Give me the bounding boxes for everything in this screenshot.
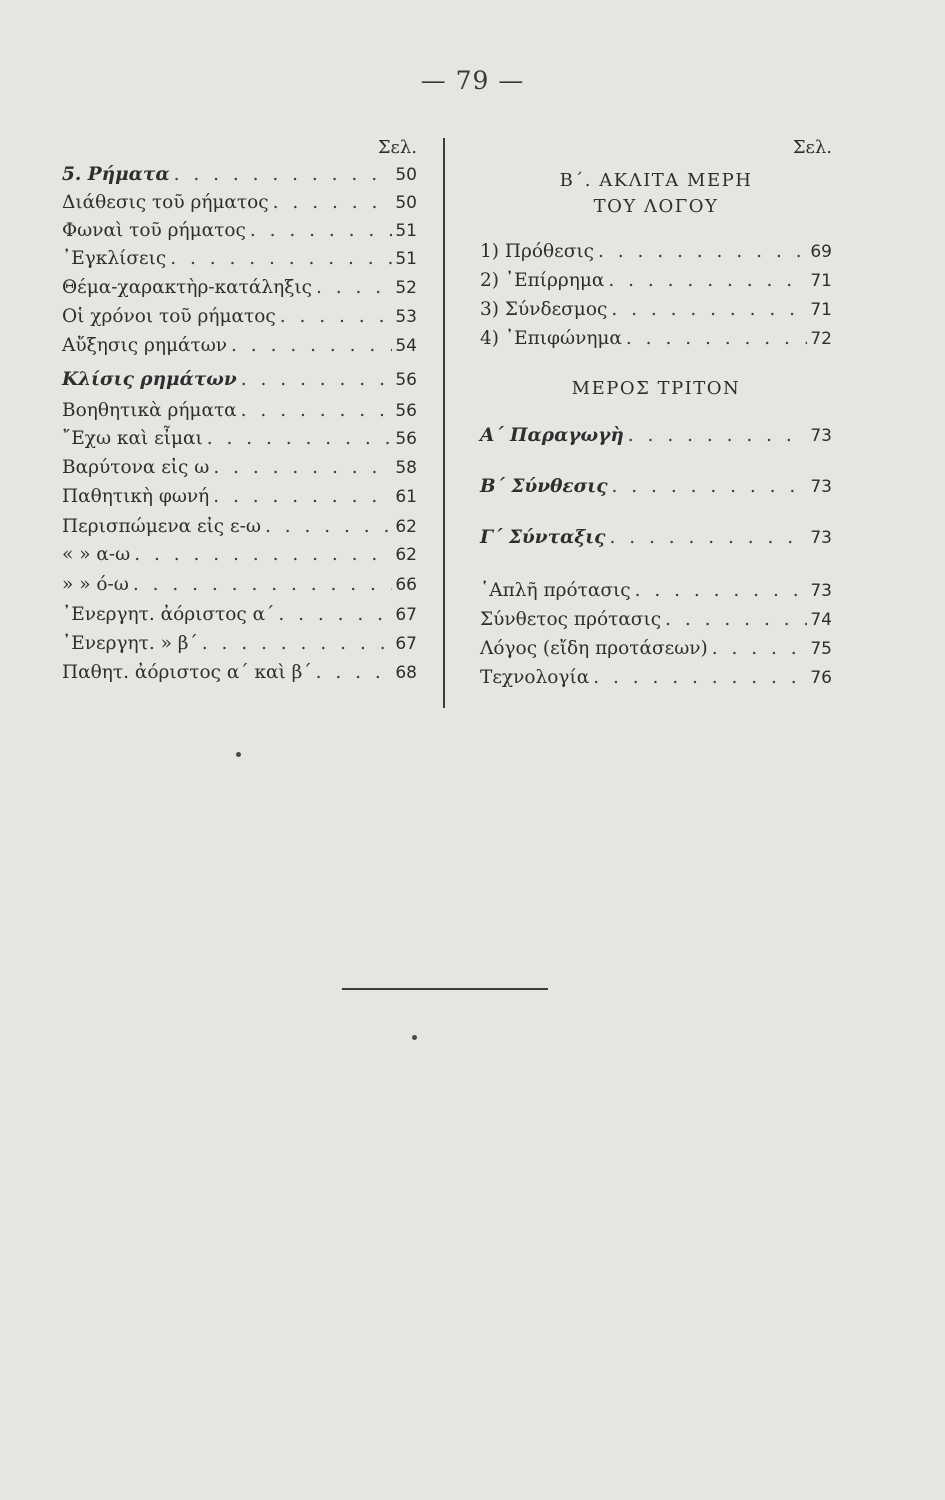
toc-entry-page: 71	[810, 271, 832, 291]
toc-entry-title: Κλίσις ρημάτων	[62, 369, 237, 390]
toc-entry-title: ῎Εχω καὶ εἶμαι	[62, 428, 203, 449]
toc-entry-title: Βοηθητικὰ ρήματα	[62, 400, 237, 421]
toc-entry	[62, 369, 417, 395]
toc-entry-page: 50	[395, 193, 417, 213]
ink-speck	[236, 752, 241, 757]
page-column-label: Σελ.	[792, 137, 832, 158]
toc-entry-title: » » ό-ω	[62, 574, 129, 595]
dot-leader	[312, 662, 393, 683]
toc-entry-page: 61	[395, 487, 417, 507]
dot-leader	[607, 299, 807, 320]
toc-entry-title: Β΄ Σύνθεσις	[480, 476, 608, 497]
toc-entry	[480, 609, 832, 635]
toc-entry-title: 2) ᾿Επίρρημα	[480, 270, 605, 291]
toc-entry-page: 73	[810, 581, 832, 601]
dot-leader	[631, 580, 808, 601]
dot-leader	[624, 425, 808, 446]
page-number: — 79 —	[420, 66, 525, 95]
toc-entry	[480, 527, 832, 553]
toc-entry-title: Περισπώμενα εἰς ε-ω	[62, 516, 261, 537]
toc-entry-title: Α΄ Παραγωγὴ	[480, 425, 624, 446]
toc-entry	[480, 425, 832, 451]
toc-entry-page: 56	[395, 401, 417, 421]
toc-entry	[62, 277, 417, 303]
toc-entry	[62, 457, 417, 483]
dot-leader	[594, 241, 807, 262]
toc-entry-title: Αὔξησις ρημάτων	[62, 335, 228, 356]
section-title: Β΄. ΑΚΛΙΤΑ ΜΕΡΗ	[559, 170, 753, 191]
column-divider	[443, 138, 445, 708]
toc-entry-page: 54	[395, 336, 417, 356]
toc-entry-title: Παθητ. ἀόριστος α΄ καὶ β΄	[62, 662, 312, 683]
toc-entry-page: 74	[810, 610, 832, 630]
dot-leader	[708, 638, 808, 659]
toc-entry-title: Τεχνολογία	[480, 667, 590, 688]
dot-leader	[209, 486, 392, 507]
page-column-label: Σελ.	[377, 137, 417, 158]
dot-leader	[661, 609, 807, 630]
dot-leader	[166, 248, 392, 269]
end-rule	[342, 988, 548, 990]
toc-entry-title: 3) Σύνδεσμος	[480, 299, 608, 320]
toc-entry	[62, 633, 417, 659]
toc-entry	[62, 428, 417, 454]
toc-entry-title: Διάθεσις τοῦ ρήματος	[62, 192, 269, 213]
dot-leader	[274, 604, 392, 625]
toc-entry-page: 72	[810, 329, 832, 349]
toc-entry-page: 51	[395, 249, 417, 269]
toc-entry	[62, 544, 417, 570]
dot-leader	[237, 369, 393, 390]
dot-leader	[312, 277, 392, 298]
toc-entry	[480, 328, 832, 354]
toc-entry-page: 66	[395, 575, 417, 595]
toc-entry	[480, 476, 832, 502]
toc-entry-page: 69	[810, 242, 832, 262]
toc-entry	[480, 638, 832, 664]
toc-entry	[62, 248, 417, 274]
toc-entry	[62, 604, 417, 630]
toc-entry	[480, 580, 832, 606]
toc-entry-page: 68	[395, 663, 417, 683]
toc-entry-page: 52	[395, 278, 417, 298]
dot-leader	[604, 270, 807, 291]
toc-entry	[62, 486, 417, 512]
toc-entry	[480, 270, 832, 296]
toc-entry-page: 71	[810, 300, 832, 320]
toc-entry-title: 1) Πρόθεσις	[480, 241, 594, 262]
toc-entry	[480, 241, 832, 267]
toc-entry-page: 67	[395, 634, 417, 654]
toc-entry-page: 62	[395, 545, 417, 565]
toc-entry-title: « » α-ω	[62, 544, 131, 565]
toc-entry-title: Βαρύτονα εἰς ω	[62, 457, 210, 478]
dot-leader	[276, 306, 393, 327]
toc-entry-title: Παθητικὴ φωνή	[62, 486, 210, 507]
toc-entry	[62, 192, 417, 218]
toc-entry-page: 73	[810, 477, 832, 497]
part-title: ΜΕΡΟΣ ΤΡΙΤΟΝ	[571, 378, 741, 399]
dot-leader	[227, 335, 392, 356]
toc-entry	[62, 516, 417, 542]
dot-leader	[209, 457, 392, 478]
toc-entry-title: Οἱ χρόνοι τοῦ ρήματος	[62, 306, 276, 327]
dot-leader	[246, 220, 393, 241]
section-subtitle: ΤΟΥ ΛΟΓΟΥ	[593, 196, 719, 217]
dot-leader	[269, 192, 393, 213]
dot-leader	[589, 667, 807, 688]
toc-entry	[62, 220, 417, 246]
dot-leader	[605, 527, 807, 548]
dot-leader	[608, 476, 808, 497]
toc-entry-page: 62	[395, 517, 417, 537]
dot-leader	[130, 544, 392, 565]
toc-entry-title: Φωναὶ τοῦ ρήματος	[62, 220, 246, 241]
toc-entry-title: Λόγος (εἴδη προτάσεων)	[480, 638, 708, 659]
toc-entry-page: 56	[395, 429, 417, 449]
toc-entry	[62, 574, 417, 600]
toc-entry-page: 51	[395, 221, 417, 241]
toc-entry-page: 75	[810, 639, 832, 659]
toc-entry	[62, 164, 417, 190]
toc-entry-page: 67	[395, 605, 417, 625]
toc-entry-title: ᾿Ενεργητ. ἀόριστος α΄	[62, 604, 275, 625]
toc-entry-page: 53	[395, 307, 417, 327]
dot-leader	[261, 516, 392, 537]
toc-entry	[480, 667, 832, 693]
toc-entry	[62, 306, 417, 332]
toc-entry-title: Γ΄ Σύνταξις	[480, 527, 606, 548]
dot-leader	[203, 428, 393, 449]
toc-entry-title: ᾿Εγκλίσεις	[62, 248, 167, 269]
dot-leader	[129, 574, 392, 595]
toc-entry-title: 5. Ρήματα	[62, 164, 170, 185]
ink-speck	[412, 1035, 417, 1040]
toc-entry	[62, 662, 417, 688]
toc-entry-page: 73	[810, 528, 832, 548]
toc-entry-page: 50	[395, 165, 417, 185]
toc-entry-title: 4) ᾿Επιφώνημα	[480, 328, 622, 349]
toc-entry-title: ᾿Ενεργητ. » β΄	[62, 633, 198, 654]
toc-entry-page: 56	[395, 370, 417, 390]
toc-entry-page: 76	[810, 668, 832, 688]
dot-leader	[170, 164, 393, 185]
dot-leader	[622, 328, 807, 349]
toc-entry-title: Θέμα-χαρακτὴρ-κατάληξις	[62, 277, 312, 298]
toc-entry-page: 58	[395, 458, 417, 478]
toc-entry	[480, 299, 832, 325]
toc-entry-page: 73	[810, 426, 832, 446]
dot-leader	[198, 633, 393, 654]
dot-leader	[237, 400, 393, 421]
toc-entry-title: ῾Απλῆ πρότασις	[480, 580, 631, 601]
toc-entry	[62, 335, 417, 361]
toc-entry	[62, 400, 417, 426]
toc-entry-title: Σύνθετος πρότασις	[480, 609, 662, 630]
